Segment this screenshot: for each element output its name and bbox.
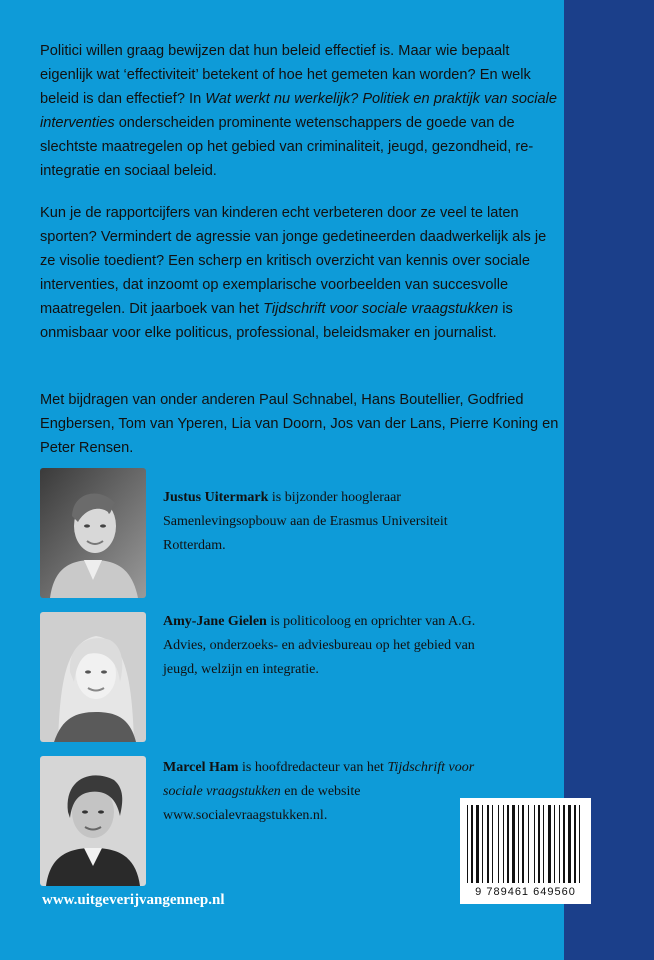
barcode-bar bbox=[507, 805, 509, 883]
barcode-bar bbox=[579, 805, 580, 883]
barcode-bar bbox=[563, 805, 565, 883]
author-bio-text: en de website www.socialevraagstukken.nl. bbox=[163, 784, 361, 823]
barcode-bar bbox=[528, 805, 529, 883]
author-bio-amy-jane bbox=[163, 610, 483, 682]
barcode-bar bbox=[538, 805, 540, 883]
book-title-italic: Wat werkt nu werkelijk? Politiek en praktijk van sociale interventies bbox=[40, 91, 557, 131]
author-photo-justus bbox=[40, 468, 146, 598]
barcode-bar bbox=[568, 805, 571, 883]
second-text-1: Kun je de rapportcijfers van kinderen echt verbeteren door ze veel te laten sporten? Vermindert de agressie van jonge gedetineerden daadwerkelijk als je ze visolie toedient? Een scherp en kritisch overzicht van kennis over sociale interventies, dat inzoomt op exemplarische voorbeelden van succesvolle maatregelen. Dit jaarboek van het bbox=[40, 205, 547, 317]
barcode-bar bbox=[498, 805, 499, 883]
second-text-2: is onmisbaar voor elke politicus, professional, beleidsmaker en journalist. bbox=[40, 301, 513, 341]
author-bio-text: is hoofdredacteur van het bbox=[238, 760, 388, 775]
author-bio-marcel bbox=[163, 756, 483, 828]
journal-title-italic: Tijdschrift voor sociale vraagstukken bbox=[263, 301, 499, 317]
author-photo-amy-jane bbox=[40, 612, 146, 742]
barcode-bars bbox=[467, 805, 584, 883]
barcode-bar bbox=[482, 805, 483, 883]
intro-text-1: Politici willen graag bewijzen dat hun beleid effectief is. Maar wie bepaalt eigenlijk wat ‘effectiviteit’ betekent of hoe het gemeten kan worden? En welk beleid is dan effectief? In bbox=[40, 43, 531, 107]
author-name-justus: Justus Uitermark bbox=[163, 490, 269, 505]
journal-title-italic: Tijdschrift voor sociale vraagstukken bbox=[163, 760, 475, 799]
barcode-bar bbox=[534, 805, 535, 883]
isbn-barcode bbox=[460, 798, 591, 904]
author-photo-marcel bbox=[40, 756, 146, 886]
intro-text-2: onderscheiden prominente wetenschappers de goede van de slechtste maatregelen op het gebied van criminaliteit, jeugd, gezondheid, re-integratie en sociaal beleid. bbox=[40, 115, 534, 179]
author-name-marcel: Marcel Ham bbox=[163, 760, 239, 775]
barcode-bar bbox=[543, 805, 544, 883]
barcode-bar bbox=[554, 805, 555, 883]
barcode-bar bbox=[492, 805, 493, 883]
barcode-bar bbox=[512, 805, 515, 883]
author-name-amy-jane: Amy-Jane Gielen bbox=[163, 614, 267, 629]
barcode-bar bbox=[503, 805, 504, 883]
author-bio-text: is politicoloog en oprichter van A.G. Advies, onderzoeks- en adviesbureau op het gebied van jeugd, welzijn en integratie. bbox=[163, 614, 476, 677]
barcode-bar bbox=[574, 805, 576, 883]
contributors-paragraph: Met bijdragen van onder anderen Paul Schnabel, Hans Boutellier, Godfried Engbersen, Tom van Yperen, Lia van Doorn, Jos van der Lans, Pierre Koning en Peter Rensen. bbox=[40, 392, 559, 456]
author-bio-text: is bijzonder hoogleraar Samenlevingsopbouw aan de Erasmus Universiteit Rotterdam. bbox=[163, 490, 448, 553]
barcode-bar bbox=[476, 805, 479, 883]
publisher-website[interactable]: www.uitgeverijvangennep.nl bbox=[42, 892, 225, 908]
barcode-bar bbox=[467, 805, 468, 883]
barcode-bar bbox=[487, 805, 489, 883]
barcode-bar bbox=[518, 805, 519, 883]
second-paragraph bbox=[40, 201, 560, 345]
barcode-bar bbox=[548, 805, 551, 883]
author-bio-justus bbox=[163, 486, 483, 558]
barcode-bar bbox=[559, 805, 560, 883]
intro-paragraph bbox=[40, 39, 560, 183]
barcode-bar bbox=[471, 805, 473, 883]
barcode-bar bbox=[522, 805, 524, 883]
isbn-number: 9 789461 649560 bbox=[475, 886, 576, 898]
